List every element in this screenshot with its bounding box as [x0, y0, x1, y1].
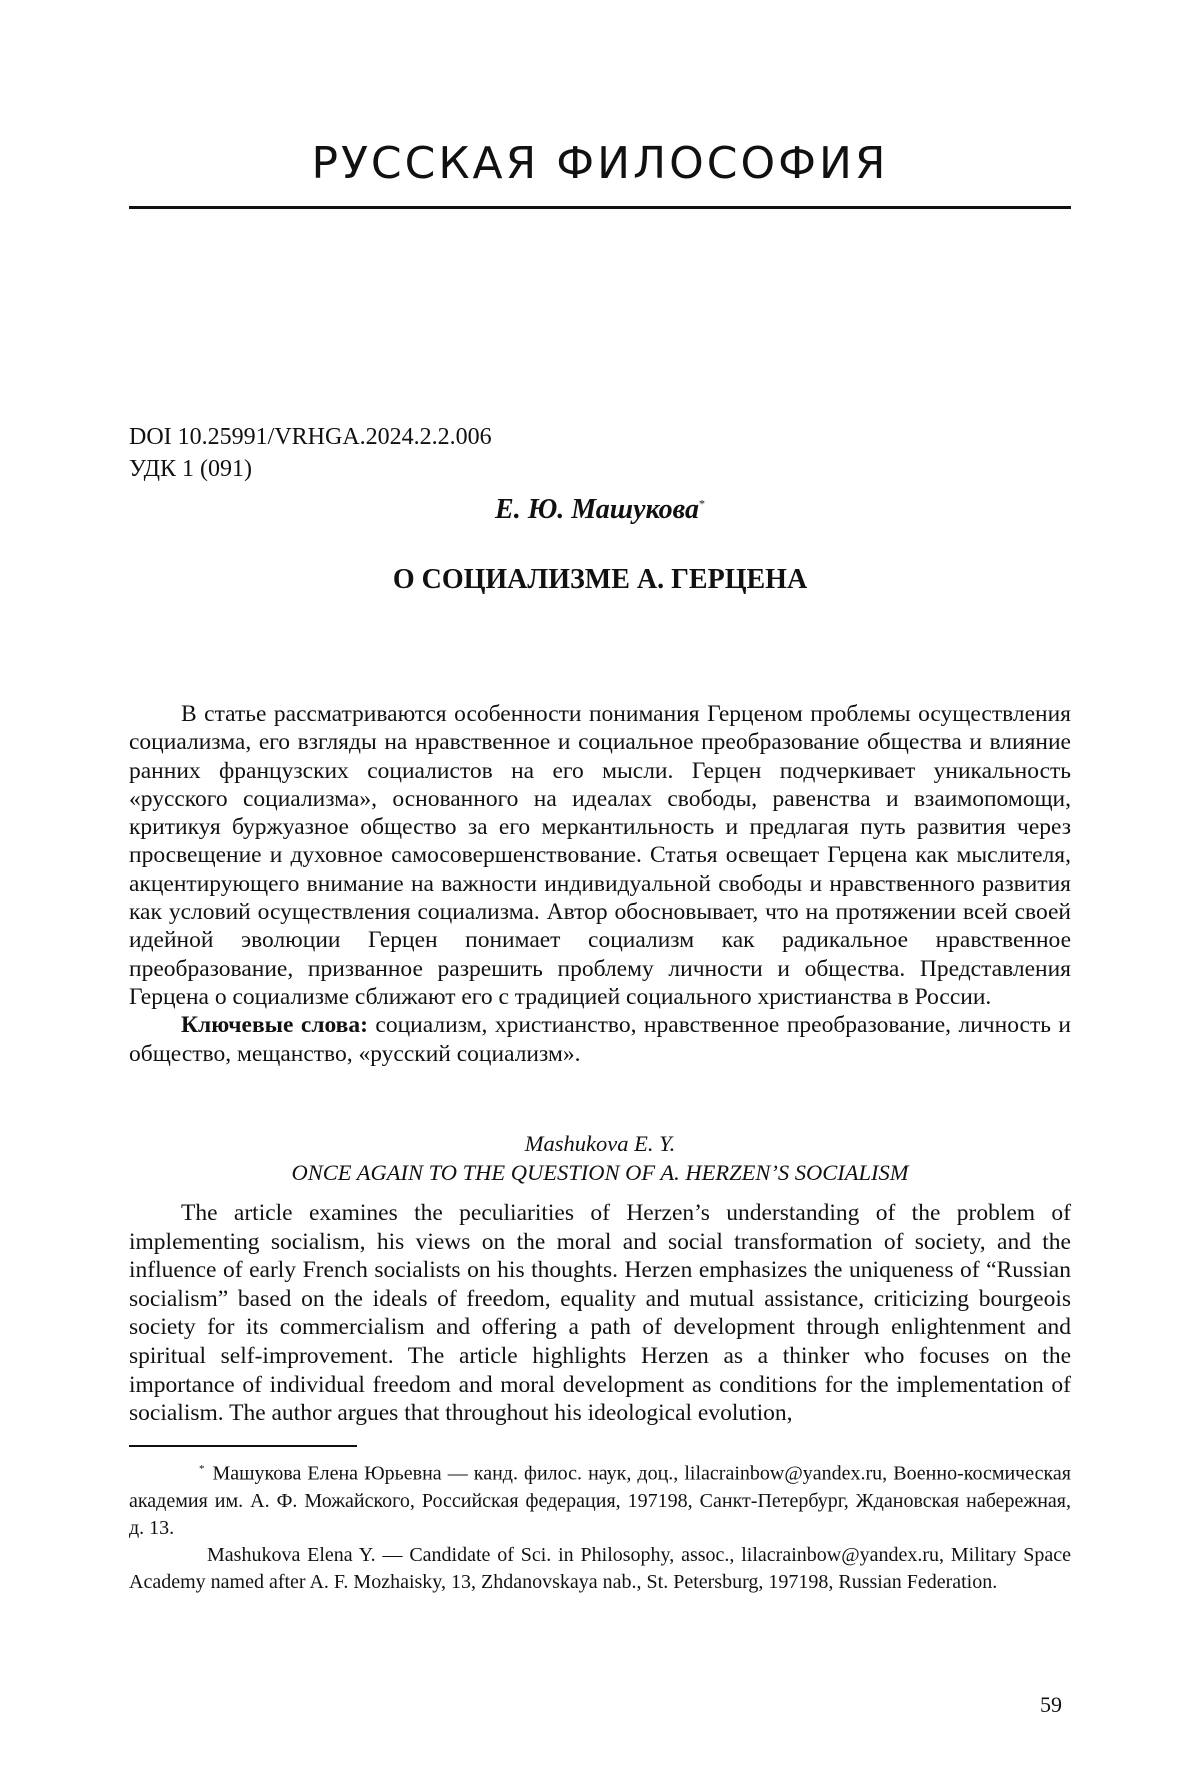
keywords-label: Ключевые слова:: [181, 1012, 368, 1038]
author-footnote-mark: *: [699, 497, 705, 511]
english-title: ONCE AGAIN TO THE QUESTION OF A. HERZEN’S SOCIALISM: [129, 1160, 1071, 1186]
section-title-rule: [129, 206, 1071, 209]
abstract-russian: [129, 700, 1071, 1068]
author-name: [129, 494, 1071, 526]
keywords: [129, 1011, 1071, 1068]
footnote-rule: [129, 1445, 357, 1447]
journal-page: [0, 0, 1200, 1784]
article-title: О СОЦИАЛИЗМЕ А. ГЕРЦЕНА: [129, 564, 1071, 596]
abstract-english: [129, 1199, 1071, 1428]
english-author: Mashukova E. Y.: [129, 1131, 1071, 1157]
footnote-mark: *: [199, 1463, 205, 1475]
footnote-english: Mashukova Elena Y. — Candidate of Sci. in Philosophy, assoc., lilacrainbow@yandex.ru, Military Space Academy named after A. F. Mozhaisky, 13, Zhdanovskaya nab., St. Petersburg, 197198, Russian Federation.: [129, 1542, 1071, 1596]
doi: DOI 10.25991/VRHGA.2024.2.2.006: [129, 424, 492, 451]
abstract-english-text: The article examines the peculiarities of Herzen’s understanding of the problem of implementing socialism, his views on the moral and social transformation of society, and the influence of early French socialists on his thoughts. Herzen emphasizes the uniqueness of “Russian socialism” based on the ideals of freedom, equality and mutual assistance, criticizing bourgeois society for its commercialism and offering a path of development through enlightenment and spiritual self-improvement. The article highlights Herzen as a thinker who focuses on the importance of individual freedom and moral development as conditions for the implementation of socialism. The author argues that throughout his ideological evolution,: [129, 1199, 1071, 1428]
abstract-russian-text: В статье рассматриваются особенности понимания Герценом проблемы осуществления социализма, его взгляды на нравственное и социальное преобразование общества и влияние ранних французских социалистов на его мысли. Герцен подчеркивает уникальность «русского социализма», основанного на идеалах свободы, равенства и взаимопомощи, критикуя буржуазное общество за его меркантильность и предлагая путь развития через просвещение и духовное самосовершенствование. Статья освещает Герцена как мыслителя, акцентирующего внимание на важности индивидуальной свободы и нравственного развития как условий осуществления социализма. Автор обосновывает, что на протяжении всей своей идейной эволюции Герцен понимает социализм как радикальное нравственное преобразование, призванное разрешить проблему личности и общества. Представления Герцена о социализме сближают его с традицией социального христианства в России.: [129, 700, 1071, 1011]
footnote-russian: [129, 1456, 1071, 1542]
section-title: РУССКАЯ ФИЛОСОФИЯ: [129, 138, 1071, 189]
author-name-text: Е. Ю. Машукова: [495, 494, 699, 525]
footnote-russian-text: Машукова Елена Юрьевна — канд. филос. наук, доц., lilacrainbow@yandex.ru, Военно-космическая академия им. А. Ф. Можайского, Российская федерация, 197198, Санкт-Петербург, Ждановская набережная, д. 13.: [129, 1463, 1071, 1539]
page-number: 59: [1040, 1692, 1062, 1718]
footnotes: [129, 1456, 1071, 1596]
udk-code: УДК 1 (091): [129, 456, 252, 483]
keywords-list: социализм, христианство, нравственное преобразование, личность и общество, мещанство, «русский социализм».: [129, 1012, 1071, 1066]
